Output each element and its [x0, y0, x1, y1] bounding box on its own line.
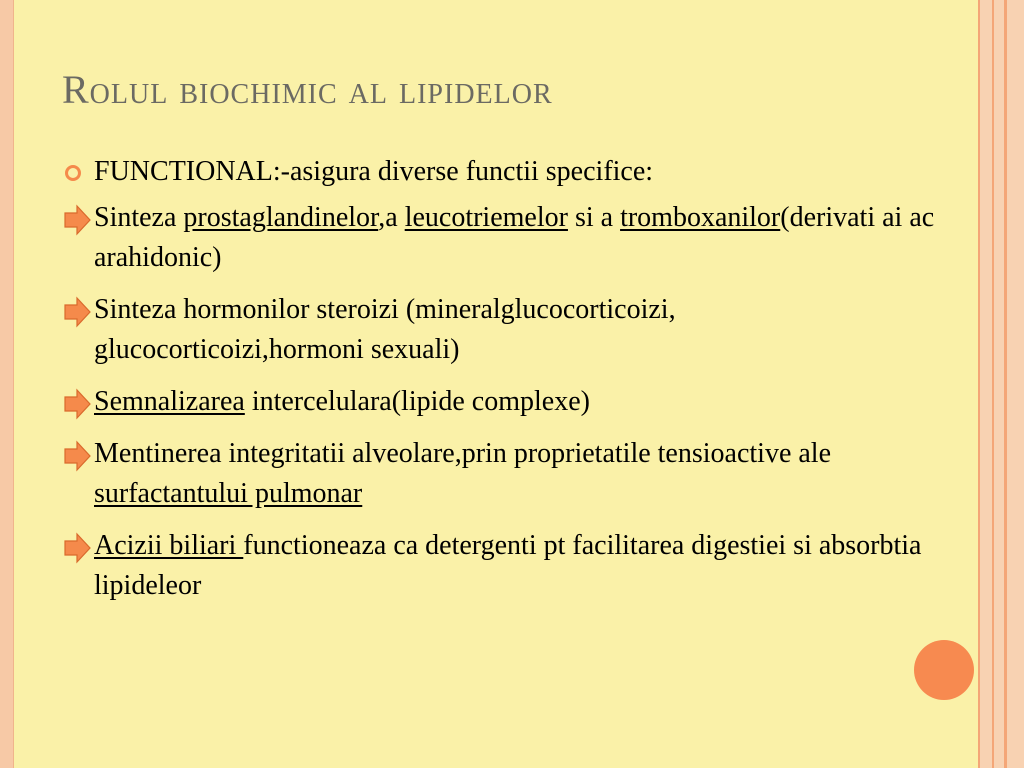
underlined-term: tromboxanilor [620, 202, 781, 233]
bullet-text: functioneaza ca detergenti pt facilitarea digestiei si absorbtia lipideleor [94, 530, 922, 601]
decorative-circle [914, 640, 974, 700]
bullet-text: intercelulara(lipide complexe) [244, 386, 590, 417]
underlined-term: leucotriemelor [404, 202, 568, 233]
right-border-line [992, 0, 994, 768]
right-border-band [978, 0, 1024, 768]
bullet-text: FUNCTIONAL:-asigura diverse functii specifice: [94, 156, 654, 187]
bullet-item [62, 290, 942, 370]
slide-title: Rolul biochimic al lipidelor [62, 67, 553, 112]
bullet-text: Mentinerea integritatii alveolare,prin proprietatile tensioactive ale [94, 438, 832, 469]
right-border-line [978, 0, 980, 768]
right-border-line [1004, 0, 1007, 768]
bullet-item [62, 198, 942, 278]
arrow-bullet-icon [62, 202, 92, 238]
bullet-text: si a [567, 202, 621, 233]
bullet-text: (derivati ai ac arahidonic) [94, 202, 935, 273]
underlined-term: Semnalizarea [94, 386, 245, 417]
bullet-item [62, 434, 942, 514]
circle-bullet-icon [65, 165, 81, 181]
bullet-item [62, 382, 942, 422]
arrow-bullet-icon [62, 386, 92, 422]
bullet-item [62, 152, 942, 192]
bullet-list [62, 152, 942, 618]
left-border-band [0, 0, 13, 768]
bullet-text: ,a [378, 202, 405, 233]
arrow-bullet-icon [62, 530, 92, 566]
bullet-text: Sinteza hormonilor steroizi (mineralglucocorticoizi, glucocorticoizi,hormoni sexuali) [94, 294, 676, 365]
left-border-line [13, 0, 14, 768]
underlined-term: prostaglandinelor [183, 202, 379, 233]
arrow-bullet-icon [62, 438, 92, 474]
underlined-term: Acizii biliari [94, 530, 244, 561]
arrow-bullet-icon [62, 294, 92, 330]
underlined-term: surfactantului pulmonar [94, 478, 363, 509]
bullet-text: Sinteza [94, 202, 184, 233]
bullet-item [62, 526, 942, 606]
